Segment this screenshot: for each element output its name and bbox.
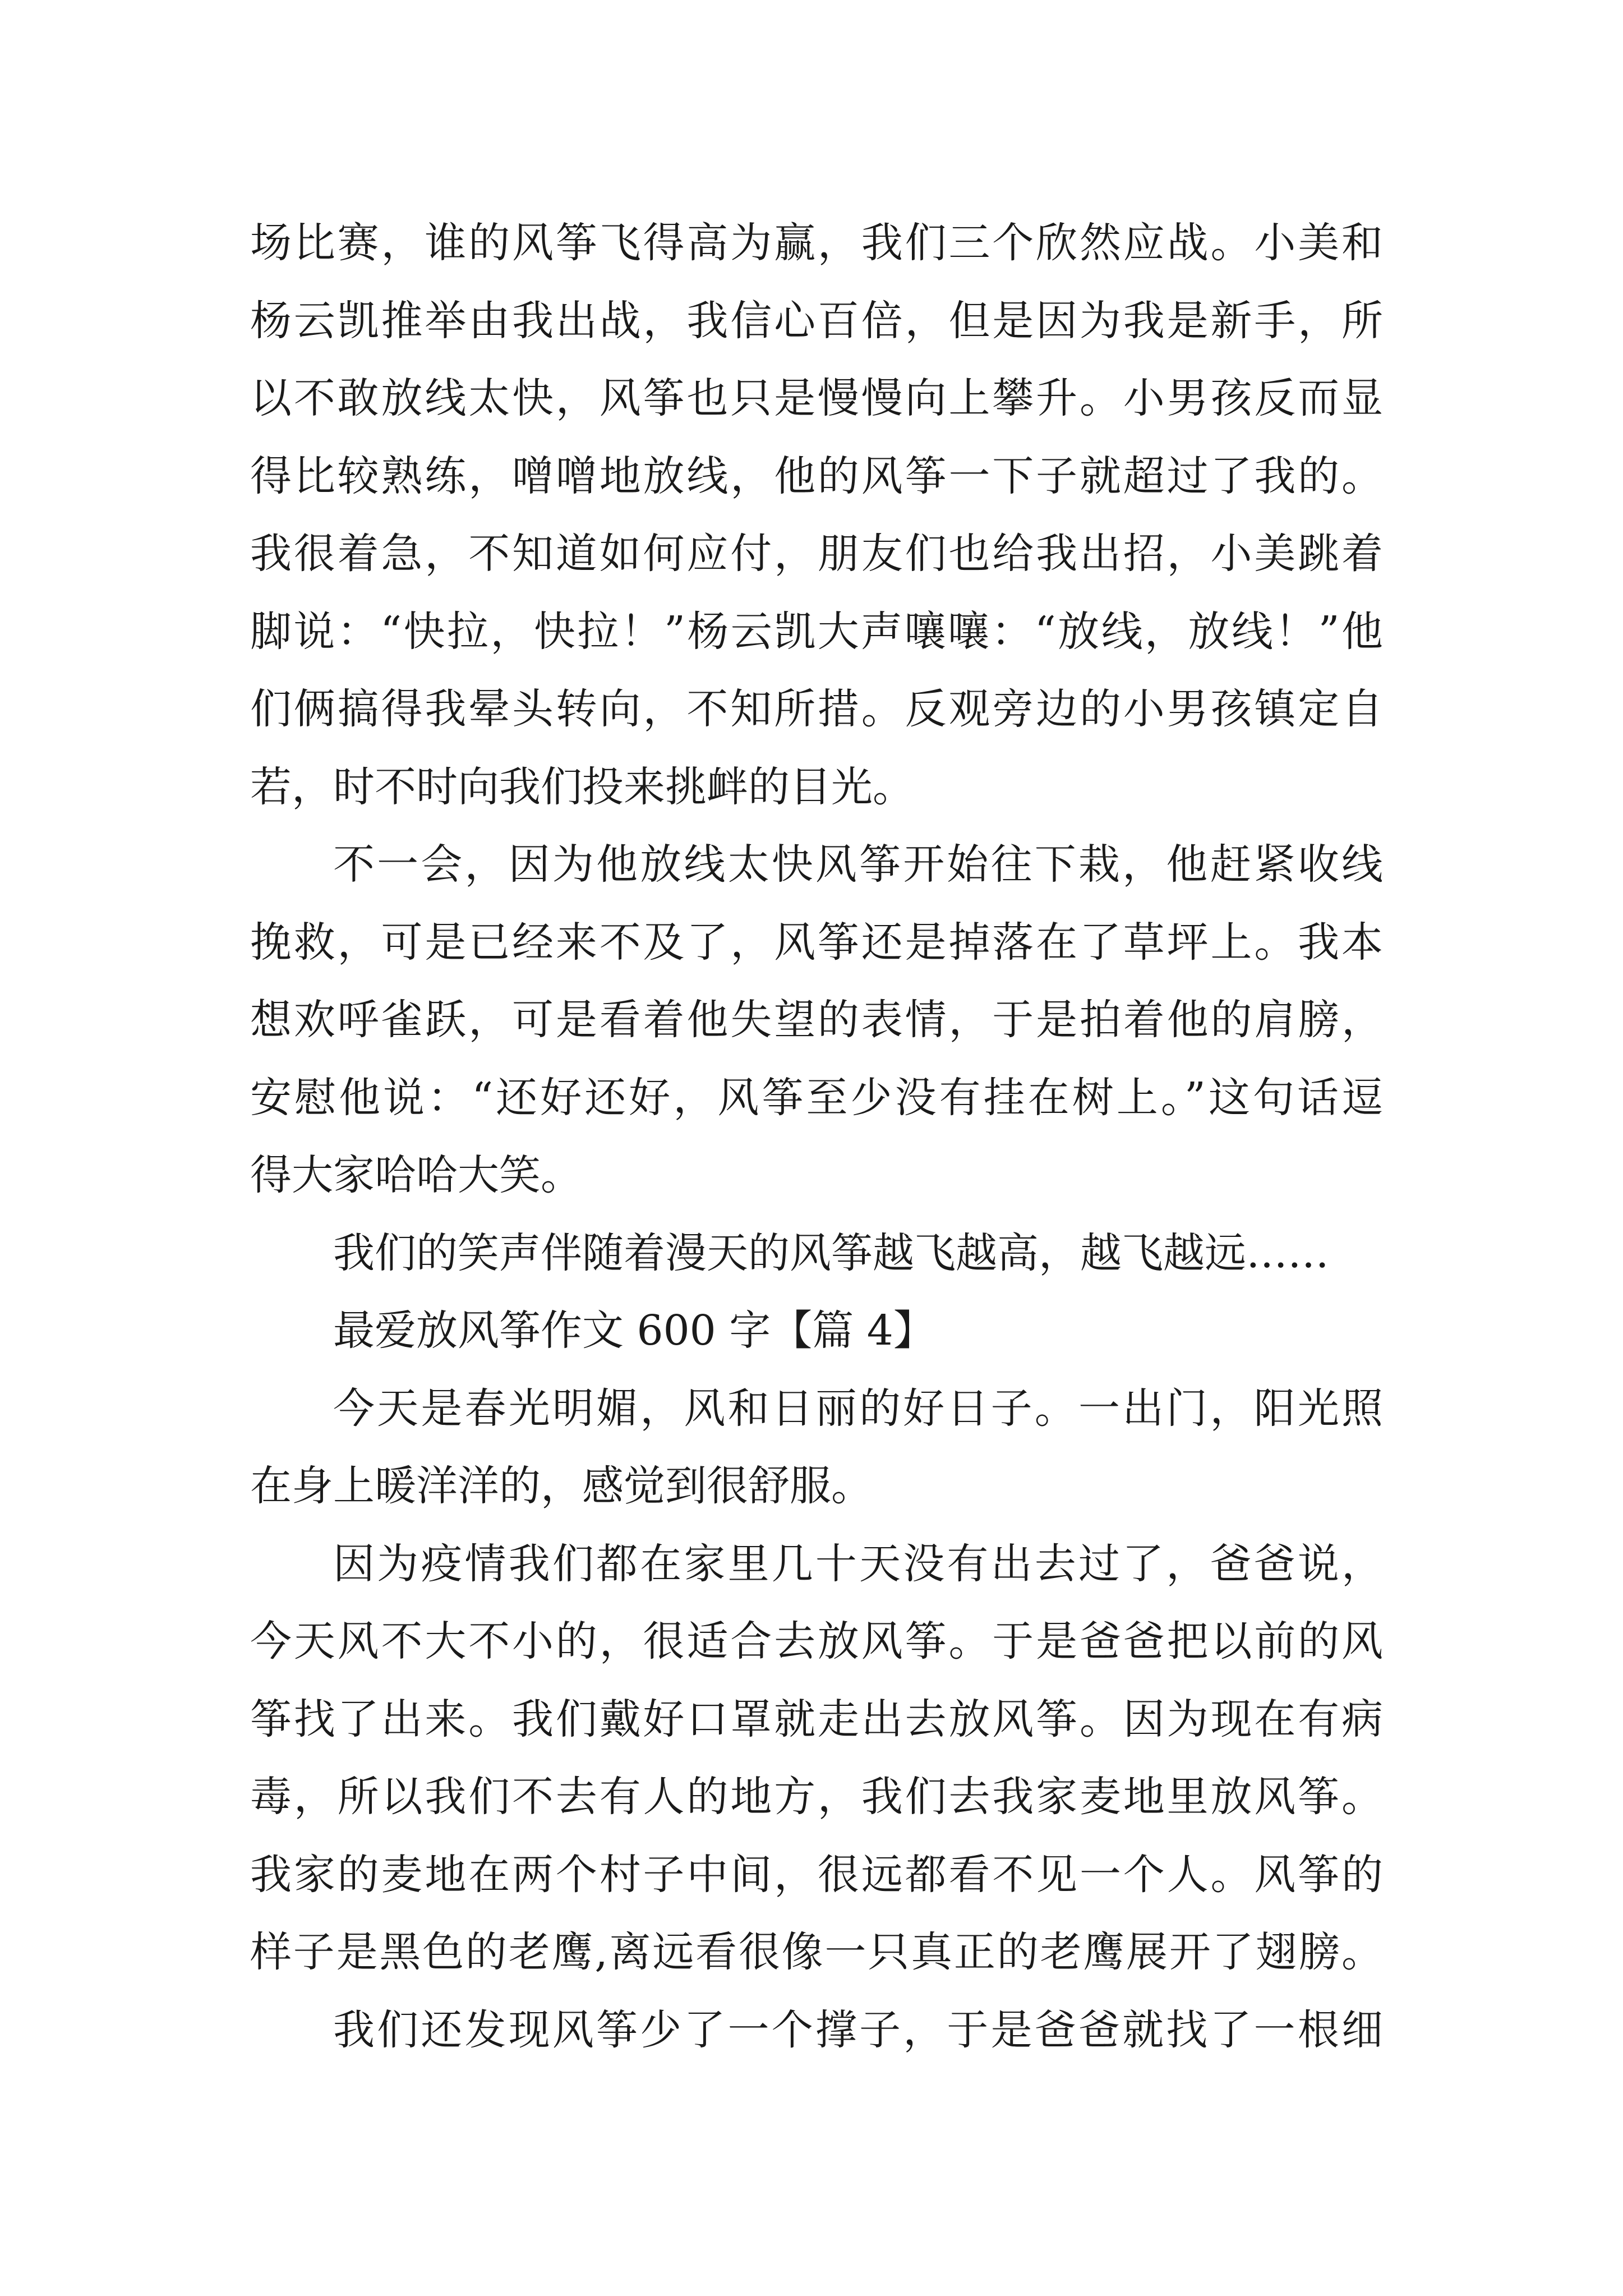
text-line: 得大家哈哈大笑。 — [250, 1151, 582, 1199]
text-line: 安慰他说：“还好还好，风筝至少没有挂在树上。”这句话逗 — [250, 1073, 1383, 1122]
text-line: 以不敢放线太快，风筝也只是慢慢向上攀升。小男孩反而显 — [250, 374, 1383, 422]
text-line: 样子是黑色的老鹰,离远看很像一只真正的老鹰展开了翅膀。 — [250, 1928, 1383, 1976]
text-line: 我家的麦地在两个村子中间，很远都看不见一个人。风筝的 — [250, 1850, 1383, 1899]
text-line: 挽救，可是已经来不及了，风筝还是掉落在了草坪上。我本 — [250, 918, 1383, 967]
text-line: 得比较熟练，噌噌地放线，他的风筝一下子就超过了我的。 — [250, 452, 1383, 500]
text-line: 今天风不大不小的，很适合去放风筝。于是爸爸把以前的风 — [250, 1617, 1383, 1665]
text-line: 因为疫情我们都在家里几十天没有出去过了，爸爸说， — [333, 1539, 1383, 1588]
essay-body — [250, 204, 1383, 2069]
text-line: 毒，所以我们不去有人的地方，我们去我家麦地里放风筝。 — [250, 1773, 1383, 1821]
text-line: 我们的笑声伴随着漫天的风筝越飞越高，越飞越远…… — [333, 1228, 1329, 1277]
text-line: 不一会，因为他放线太快风筝开始往下栽，他赶紧收线 — [333, 840, 1383, 889]
text-line: 在身上暖洋洋的，感觉到很舒服。 — [250, 1462, 873, 1510]
text-line: 最爱放风筝作文 600 字【篇 4】 — [333, 1306, 935, 1355]
text-line: 我很着急，不知道如何应付，朋友们也给我出招，小美跳着 — [250, 530, 1383, 578]
text-line: 筝找了出来。我们戴好口罩就走出去放风筝。因为现在有病 — [250, 1695, 1383, 1743]
text-line: 想欢呼雀跃，可是看着他失望的表情，于是拍着他的肩膀， — [250, 996, 1383, 1044]
text-line: 们俩搞得我晕头转向，不知所措。反观旁边的小男孩镇定自 — [250, 685, 1383, 733]
text-line: 我们还发现风筝少了一个撑子，于是爸爸就找了一根细 — [333, 2005, 1383, 2054]
text-line: 今天是春光明媚，风和日丽的好日子。一出门，阳光照 — [333, 1384, 1383, 1433]
text-line: 若，时不时向我们投来挑衅的目光。 — [250, 762, 914, 811]
text-line: 杨云凯推举由我出战，我信心百倍，但是因为我是新手，所 — [250, 296, 1383, 345]
text-line: 场比赛，谁的风筝飞得高为赢，我们三个欣然应战。小美和 — [250, 219, 1383, 267]
text-line: 脚说：“快拉，快拉！”杨云凯大声嚷嚷：“放线，放线！”他 — [250, 607, 1383, 656]
